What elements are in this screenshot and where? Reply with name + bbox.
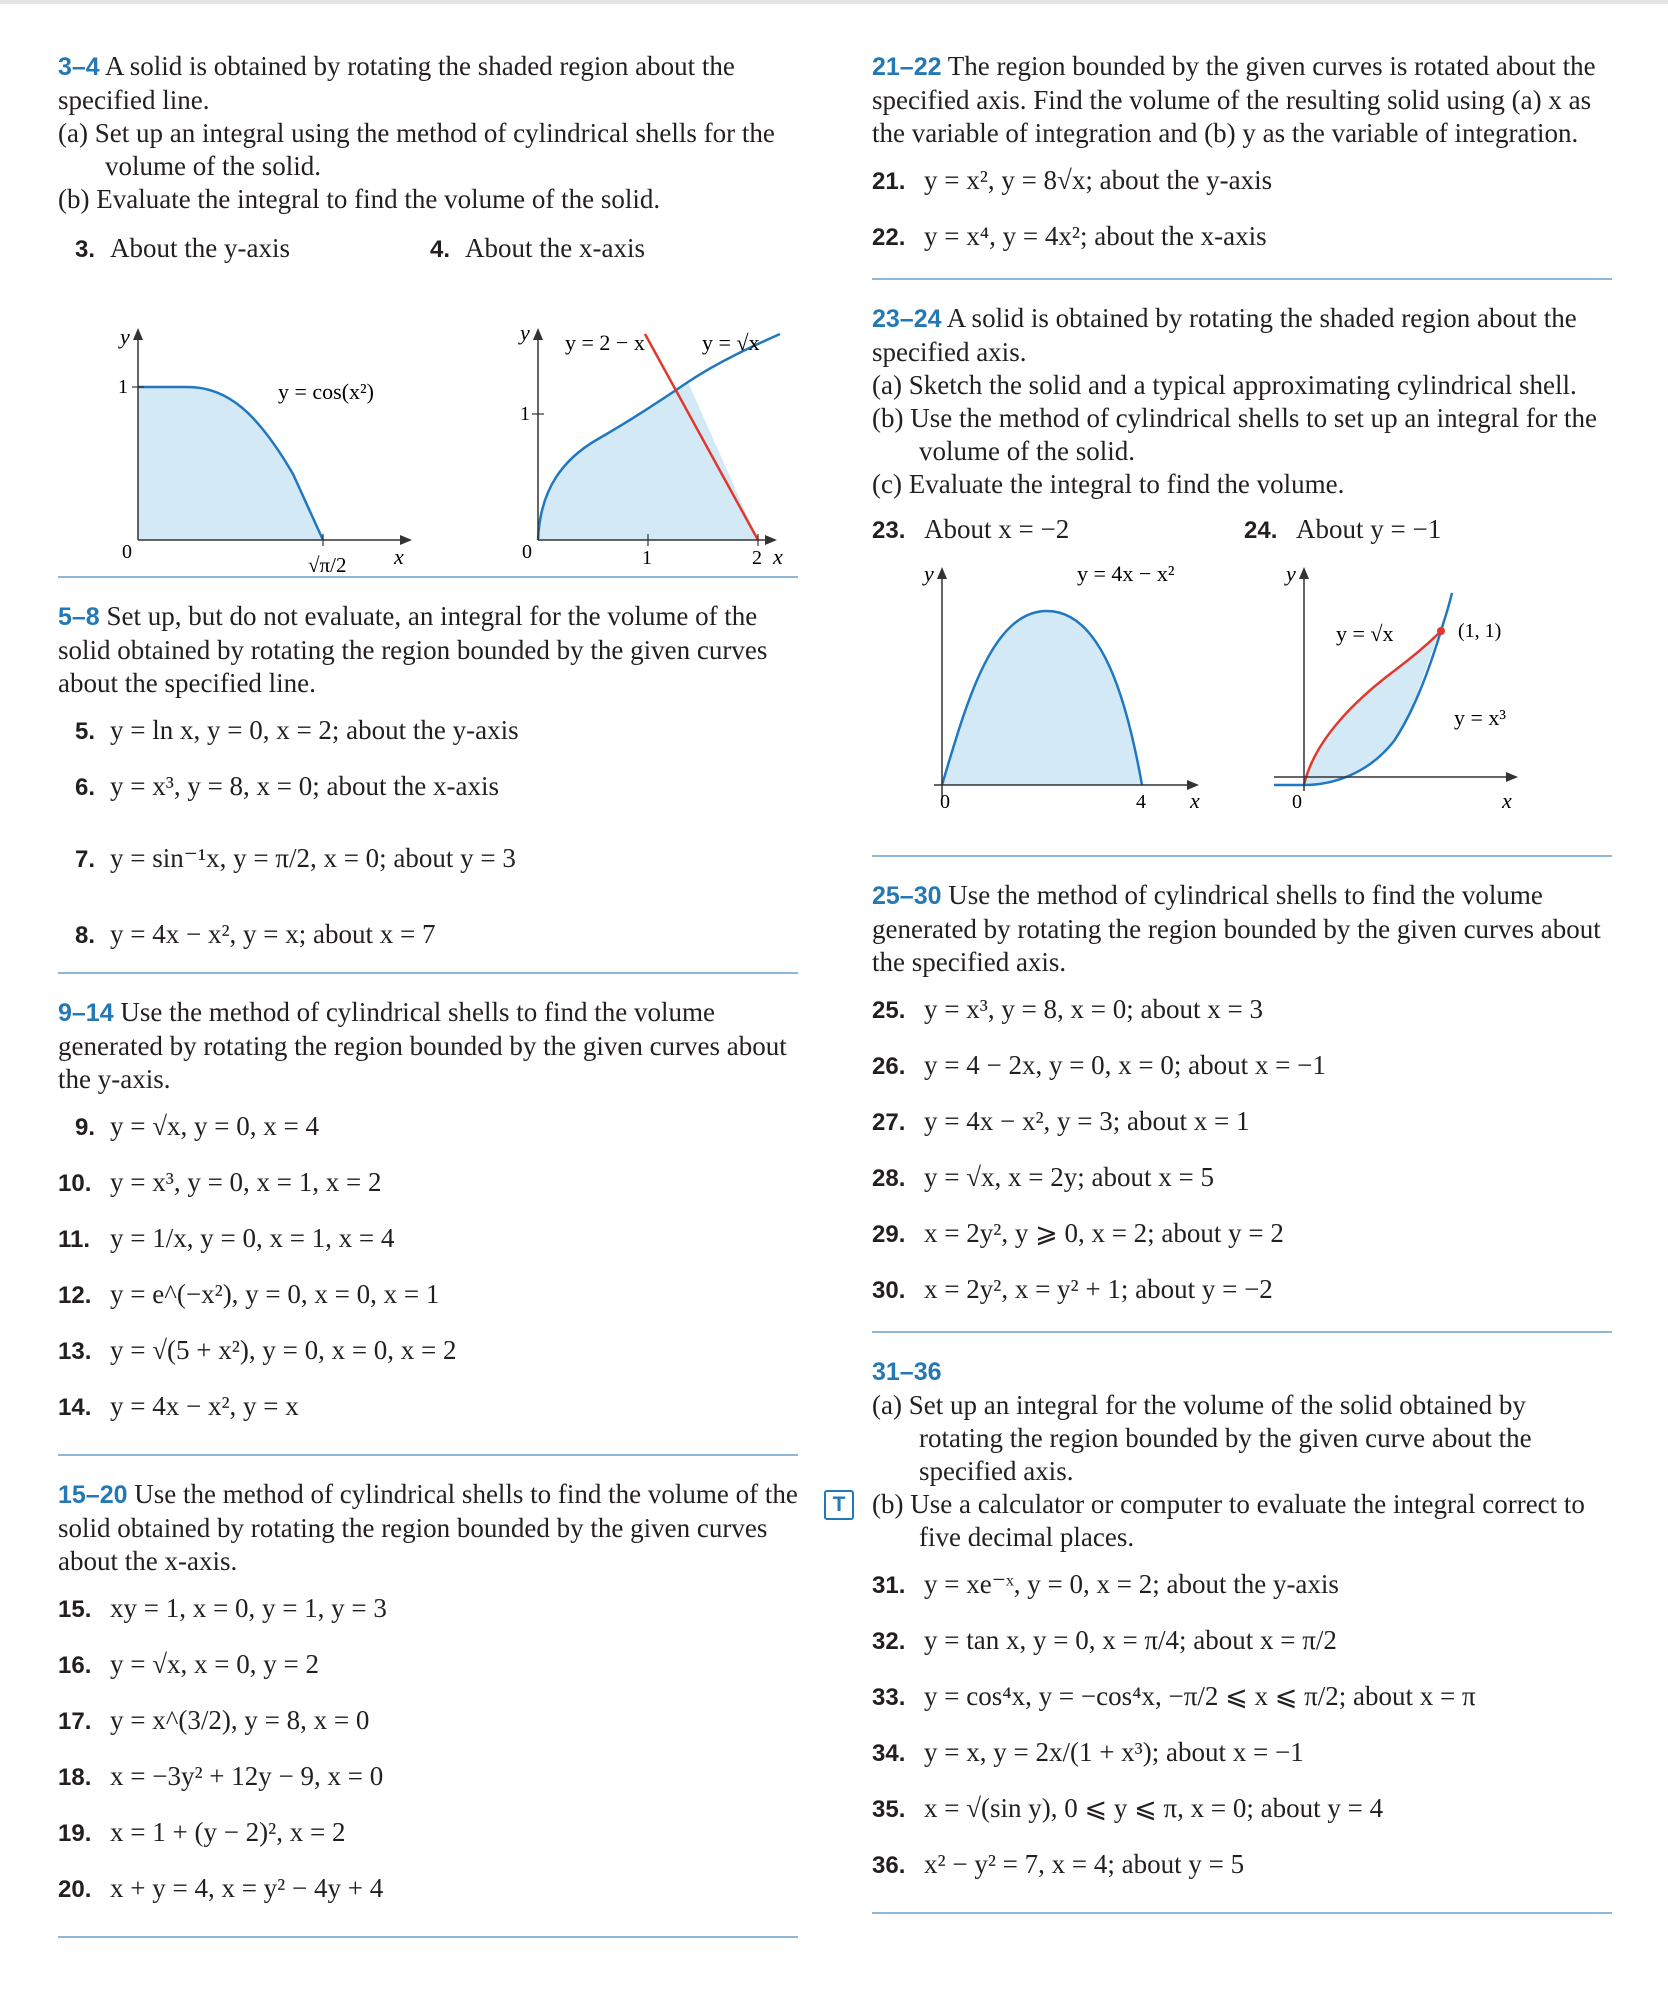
sqrt-label: y = √x [1336, 621, 1394, 646]
section-25-30-intro: 25–30 Use the method of cylindrical shells to find the volume generated by rotating the region bounded by the given curves about the specified axis. [872, 880, 1601, 977]
figures-3-4 [58, 274, 798, 577]
exercise-5: 5. y = ln x, y = 0, x = 2; about the y-axis [75, 715, 519, 745]
x-arrow [1506, 772, 1518, 782]
origin-label: 0 [1292, 791, 1302, 813]
point-label: (1, 1) [1458, 620, 1502, 642]
exercise-21: 21. y = x², y = 8√x; about the y-axis [872, 165, 1273, 195]
part-b: (b) Use a calculator or computer to evaluate the integral correct to five decimal places. [872, 1489, 1585, 1552]
exercise-19: 19. x = 1 + (y − 2)², x = 2 [58, 1817, 346, 1847]
exercise-6: 6. y = x³, y = 8, x = 0; about the x-axis [75, 771, 499, 801]
exercise-4: 4. About the x-axis [430, 233, 645, 263]
section-9-14-intro: 9–14 Use the method of cylindrical shells to find the volume generated by rotating the region bounded by the given curves about the y-axis. [58, 997, 787, 1094]
exercises-9-14 [58, 1110, 798, 1424]
exercise-35: 35. x = √(sin y), 0 ⩽ y ⩽ π, x = 0; about y = 4 [872, 1793, 1384, 1823]
rule [58, 1936, 798, 1938]
curve-label: y = cos(x²) [278, 379, 374, 404]
section-label: 3–4 [58, 53, 100, 81]
exercise-12: 12. y = e^(−x²), y = 0, x = 0, x = 1 [58, 1279, 440, 1309]
x-label: x [394, 544, 404, 569]
tick-1: 1 [520, 403, 530, 425]
curve-label: y = 4x − x² [1077, 561, 1175, 586]
left-column [58, 50, 798, 1938]
exercise-18: 18. x = −3y² + 12y − 9, x = 0 [58, 1761, 384, 1791]
x-tick-4: 4 [1136, 791, 1146, 813]
exercise-9: 9. y = √x, y = 0, x = 4 [75, 1111, 319, 1141]
y-arrow [1299, 567, 1309, 579]
exercise-16: 16. y = √x, x = 0, y = 2 [58, 1649, 319, 1679]
part-a: (a) Set up an integral using the method of cylindrical shells for the volume of the solid. [58, 118, 775, 181]
figure-3 [58, 274, 428, 577]
exercise-28: 28. y = √x, x = 2y; about x = 5 [872, 1162, 1214, 1192]
exercise-10: 10. y = x³, y = 0, x = 1, x = 2 [58, 1167, 382, 1197]
origin-label: 0 [522, 541, 532, 563]
technology-badge: T [824, 1490, 854, 1520]
section-23-24-intro: 23–24 A solid is obtained by rotating the shaded region about the specified axis. [872, 303, 1577, 367]
x-tick-label: √π/2 [308, 553, 347, 577]
intersection-point [1437, 627, 1445, 635]
exercise-24: 24. About y = −1 [1244, 514, 1442, 544]
part-b: (b) Evaluate the integral to find the volume of the solid. [58, 184, 661, 214]
exercises-5-8 [58, 714, 798, 952]
y-label: y [1286, 561, 1296, 586]
exercise-7: 7. y = sin⁻¹x, y = π/2, x = 0; about y = 3 [75, 843, 516, 873]
section-5-8-intro: 5–8 Set up, but do not evaluate, an integral for the volume of the solid obtained by rotating the region bounded by the given curves about the specified line. [58, 601, 768, 698]
part-b-wrap [832, 1488, 1612, 1554]
x-label: x [1190, 788, 1200, 813]
exercises-15-20 [58, 1592, 798, 1906]
figure-24 [1244, 561, 1616, 831]
part-a: (a) Set up an integral for the volume of the solid obtained by rotating the region bounded by the given curve about the specified axis. [872, 1390, 1532, 1486]
exercise-33: 33. y = cos⁴x, y = −cos⁴x, −π/2 ⩽ x ⩽ π/2; about x = π [872, 1681, 1476, 1711]
rule [58, 576, 798, 578]
exercise-13: 13. y = √(5 + x²), y = 0, x = 0, x = 2 [58, 1335, 457, 1365]
exercises-31-36 [872, 1568, 1612, 1882]
exercise-32: 32. y = tan x, y = 0, x = π/4; about x = π/2 [872, 1625, 1337, 1655]
section-31-36-label: 31–36 [872, 1358, 942, 1386]
exercise-8: 8. y = 4x − x², y = x; about x = 7 [75, 919, 436, 949]
y-label: y [120, 324, 130, 349]
part-b: (b) Use the method of cylindrical shells to set up an integral for the volume of the solid. [872, 403, 1598, 466]
exercise-15: 15. xy = 1, x = 0, y = 1, y = 3 [58, 1593, 387, 1623]
exercise-25: 25. y = x³, y = 8, x = 0; about x = 3 [872, 994, 1263, 1024]
exercises-25-30 [872, 993, 1612, 1307]
shaded-region [138, 387, 323, 540]
exercise-3: 3. About the y-axis [75, 233, 290, 263]
exercise-row-23-24 [872, 513, 1612, 547]
x-tick-1: 1 [642, 547, 652, 569]
tick-1: 1 [118, 376, 128, 398]
x-label: x [773, 544, 783, 569]
exercise-row-3-4 [58, 232, 798, 266]
x-tick-2: 2 [752, 547, 762, 569]
exercise-27: 27. y = 4x − x², y = 3; about x = 1 [872, 1106, 1250, 1136]
rule [872, 278, 1612, 280]
exercise-17: 17. y = x^(3/2), y = 8, x = 0 [58, 1705, 370, 1735]
exercises-21-22 [872, 164, 1612, 254]
section-3-4-intro: 3–4 A solid is obtained by rotating the shaded region about the specified line. [58, 51, 735, 115]
figure-23 [872, 561, 1244, 831]
x-label: x [1502, 788, 1512, 813]
curve-label: y = √x [702, 330, 760, 355]
line-label: y = 2 − x [565, 330, 645, 355]
rule [58, 1454, 798, 1456]
exercise-36: 36. x² − y² = 7, x = 4; about y = 5 [872, 1849, 1245, 1879]
figures-23-24 [872, 561, 1612, 831]
exercise-22: 22. y = x⁴, y = 4x²; about the x-axis [872, 221, 1267, 251]
exercise-31: 31. y = xe⁻ˣ, y = 0, x = 2; about the y-axis [872, 1569, 1339, 1599]
origin-label: 0 [940, 791, 950, 813]
y-arrow [937, 567, 947, 579]
y-label: y [924, 561, 934, 586]
section-15-20-intro: 15–20 Use the method of cylindrical shells to find the volume of the solid obtained by rotating the region bounded by the given curves about the x-axis. [58, 1479, 798, 1576]
rule [872, 1912, 1612, 1914]
exercise-29: 29. x = 2y², y ⩾ 0, x = 2; about y = 2 [872, 1218, 1284, 1248]
exercise-30: 30. x = 2y², x = y² + 1; about y = −2 [872, 1274, 1273, 1304]
exercise-23: 23. About x = −2 [872, 514, 1070, 544]
section-21-22-intro: 21–22 The region bounded by the given curves is rotated about the specified axis. Find the volume of the resulting solid using (a) x as the variable of integration and (b) y as the variable of integration. [872, 51, 1596, 148]
rule [872, 855, 1612, 857]
y-label: y [520, 320, 530, 345]
exercise-20: 20. x + y = 4, x = y² − 4y + 4 [58, 1873, 384, 1903]
exercise-14: 14. y = 4x − x², y = x [58, 1391, 299, 1421]
top-border [0, 0, 1668, 4]
cubic-label: y = x³ [1454, 705, 1507, 730]
part-a: (a) Sketch the solid and a typical approximating cylindrical shell. [872, 370, 1577, 400]
rule [872, 1331, 1612, 1333]
right-column [832, 50, 1612, 1914]
figure-4 [428, 274, 798, 569]
y-arrow [133, 328, 143, 340]
rule [58, 972, 798, 974]
part-c: (c) Evaluate the integral to find the volume. [872, 469, 1345, 499]
exercise-26: 26. y = 4 − 2x, y = 0, x = 0; about x = −1 [872, 1050, 1326, 1080]
y-arrow [533, 328, 543, 340]
exercise-34: 34. y = x, y = 2x/(1 + x³); about x = −1 [872, 1737, 1304, 1767]
exercise-11: 11. y = 1/x, y = 0, x = 1, x = 4 [58, 1223, 395, 1253]
origin-label: 0 [122, 541, 132, 563]
